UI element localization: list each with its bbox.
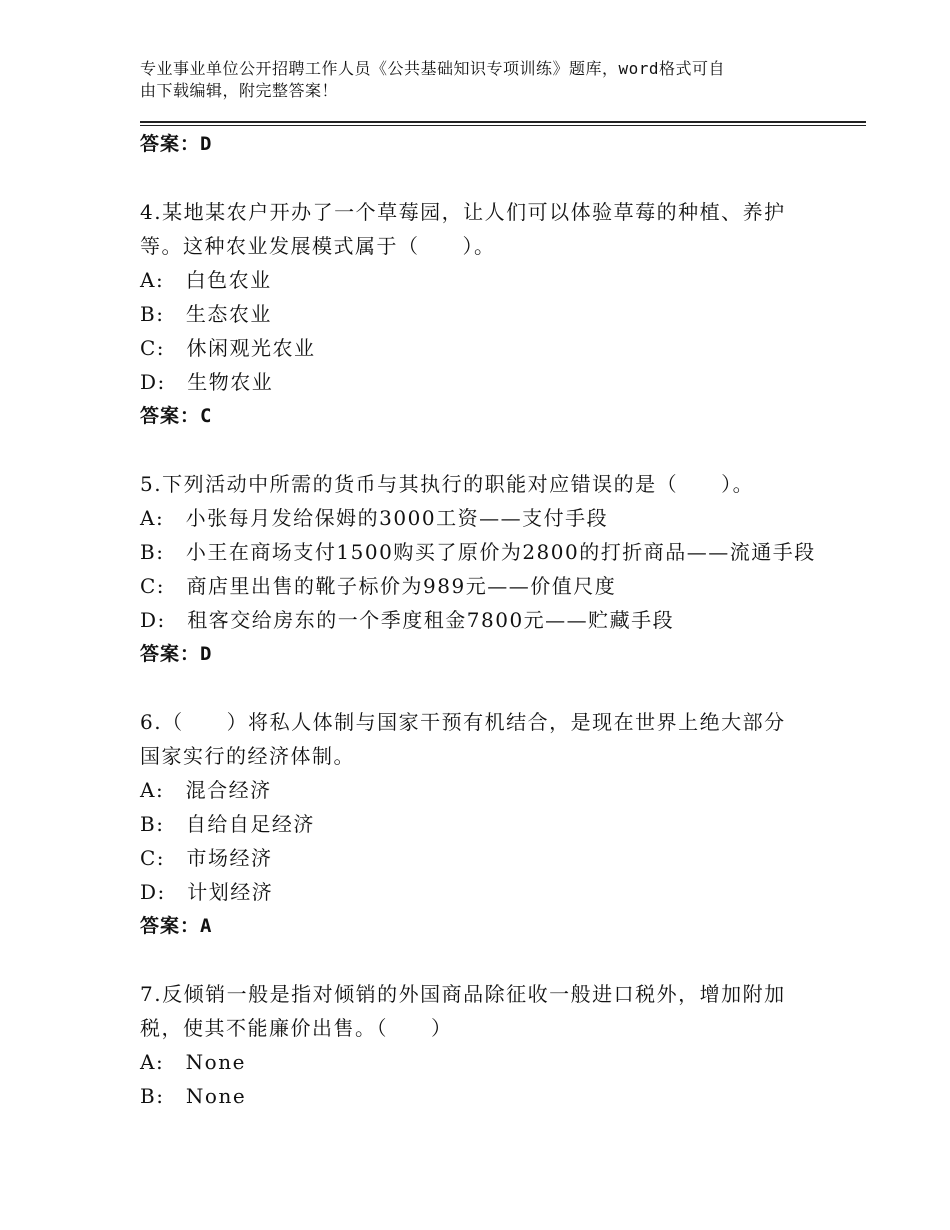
option-a: A: 小张每月发给保姆的3000工资——支付手段: [140, 506, 609, 530]
option-d: D: 计划经济: [140, 880, 274, 904]
option-d: D: 生物农业: [140, 370, 274, 394]
answer-label: 答案：D: [140, 133, 213, 155]
option-b: B: None: [140, 1084, 247, 1108]
spacer: [140, 943, 810, 977]
spacer: [140, 161, 810, 195]
option-b: B: 生态农业: [140, 302, 272, 326]
answer-label: 答案：C: [140, 405, 213, 427]
spacer: [140, 433, 810, 467]
header-divider-thin: [140, 125, 866, 126]
option-a: A: None: [140, 1050, 246, 1074]
question-text-line: 7.反倾销一般是指对倾销的外国商品除征收一般进口税外，增加附加: [140, 982, 786, 1006]
header-line-2: 由下载编辑，附完整答案！: [140, 81, 339, 100]
header-divider-thick: [140, 121, 866, 123]
option-b: B: 小王在商场支付1500购买了原价为2800的打折商品——流通手段: [140, 540, 816, 564]
question-7: [140, 977, 810, 1113]
option-c: C: 休闲观光农业: [140, 336, 316, 360]
question-text-line: 国家实行的经济体制。: [140, 744, 355, 768]
option-d: D: 租客交给房东的一个季度租金7800元——贮藏手段: [140, 608, 675, 632]
document-header: [140, 58, 820, 102]
question-5: [140, 467, 816, 671]
answer-label: 答案：A: [140, 915, 213, 937]
question-text-line: 等。这种农业发展模式属于（ ）。: [140, 234, 496, 258]
option-a: A: 白色农业: [140, 268, 272, 292]
option-c: C: 商店里出售的靴子标价为989元——价值尺度: [140, 574, 617, 598]
answer-label: 答案：D: [140, 643, 213, 665]
question-6: [140, 705, 810, 943]
option-a: A: 混合经济: [140, 778, 272, 802]
header-line-1: 专业事业单位公开招聘工作人员《公共基础知识专项训练》题库，word格式可自: [140, 59, 726, 78]
question-text-line: 税，使其不能廉价出售。（ ）: [140, 1016, 453, 1040]
question-list: [140, 127, 816, 1113]
question-text-line: 5.下列活动中所需的货币与其执行的职能对应错误的是（ ）。: [140, 472, 755, 496]
option-c: C: 市场经济: [140, 846, 273, 870]
question-text-line: 6.（ ）将私人体制与国家干预有机结合，是现在世界上绝大部分: [140, 710, 786, 734]
spacer: [140, 671, 810, 705]
question-4: [140, 195, 810, 433]
option-b: B: 自给自足经济: [140, 812, 315, 836]
question-text-line: 4.某地某农户开办了一个草莓园，让人们可以体验草莓的种植、养护: [140, 200, 786, 224]
